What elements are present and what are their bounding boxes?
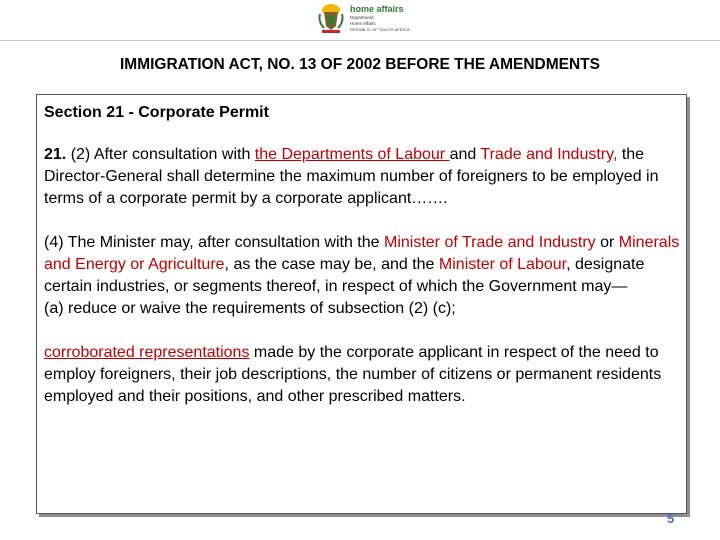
- paragraph-subsection-4: [44, 232, 684, 298]
- para2-text-2: or: [595, 234, 619, 251]
- para1-text-2: and: [449, 146, 481, 163]
- section-number: 21.: [44, 146, 67, 163]
- logo-department: Department:: [350, 15, 375, 20]
- para3-text-1: made by the corporate applicant in respect of the need to employ foreigners, their job descriptions, the number of citizens or permanent residents employed and their positions, and other prescribed matters.: [44, 344, 662, 405]
- logo-country: REPUBLIC OF SOUTH AFRICA: [350, 27, 410, 32]
- para2-text-4: , designate certain industries, or segments thereof, in respect of which the Government may—: [44, 256, 645, 295]
- logo-title: home affairs: [350, 4, 404, 14]
- para2-text-3: , as the case may be, and the: [224, 256, 439, 273]
- slide-heading: IMMIGRATION ACT, NO. 13 OF 2002 BEFORE THE AMENDMENTS: [120, 56, 600, 73]
- paragraph-subsection-2: [44, 144, 684, 210]
- para2-highlight-minerals: Minerals and Energy or Agriculture: [44, 234, 680, 273]
- header-divider: [0, 40, 720, 41]
- text-content: [44, 102, 684, 408]
- para1-text-3: the Director-General shall determine the maximum number of foreigners to be employed in terms of a corporate permit by a corporate applicant…….: [44, 146, 659, 207]
- home-affairs-logo: [318, 2, 448, 38]
- section-title: Section 21 - Corporate Permit: [44, 104, 269, 121]
- paragraph-representations: [44, 342, 684, 408]
- logo-department-name: Home Affairs: [350, 21, 376, 26]
- paragraph-item-a: (a) reduce or waive the requirements of subsection (2) (c);: [44, 300, 456, 317]
- para1-highlight-trade: Trade and Industry,: [480, 146, 618, 163]
- page-number: 5: [667, 511, 675, 526]
- para2-highlight-labour: Minister of Labour: [438, 256, 567, 273]
- para2-highlight-trade: Minister of Trade and Industry: [384, 234, 596, 251]
- para1-highlight-labour: the Departments of Labour: [254, 146, 450, 163]
- coat-of-arms-icon: [318, 2, 344, 36]
- para3-highlight-representations: corroborated representations: [44, 344, 250, 361]
- para2-text-1: (4) The Minister may, after consultation with the: [44, 234, 384, 251]
- para1-text-1: (2) After consultation with: [66, 146, 255, 163]
